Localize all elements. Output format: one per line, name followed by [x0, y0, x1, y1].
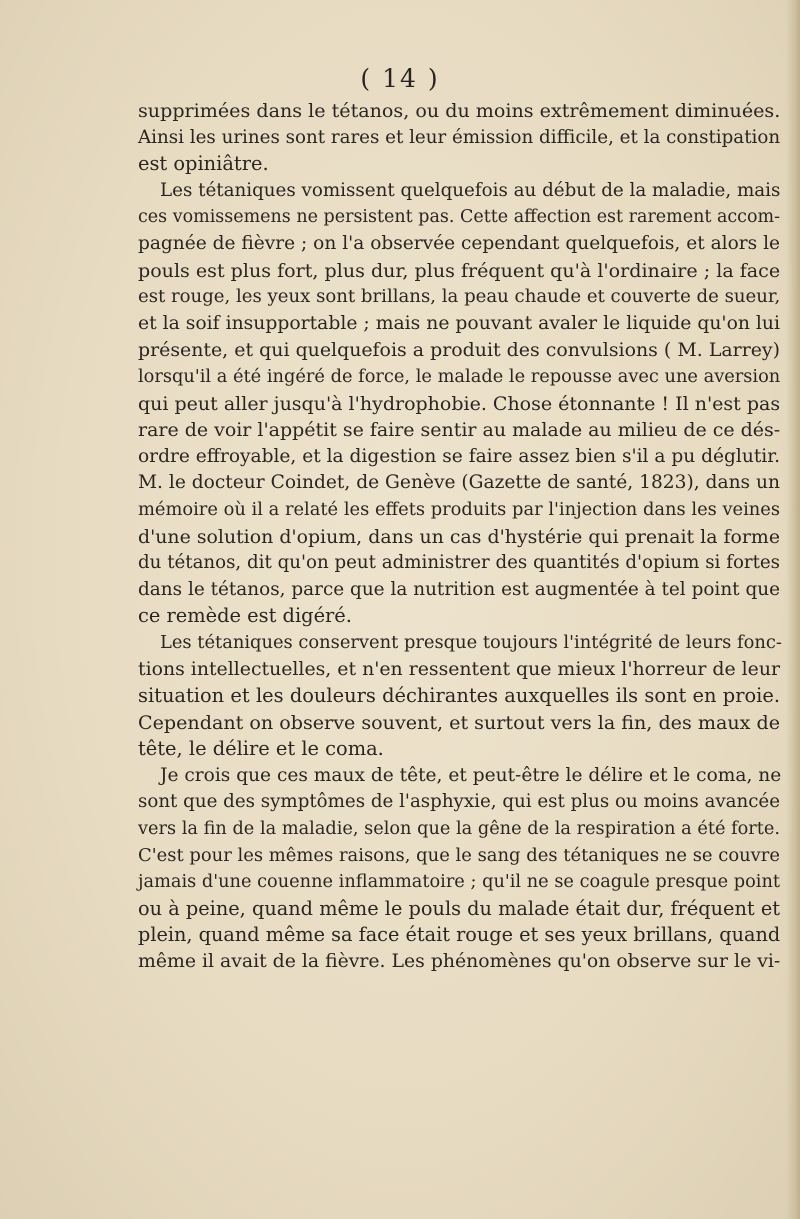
text-line: C'est pour les mêmes raisons, que le sang des tétaniques ne se couvre [138, 844, 780, 866]
text-line: tête, le délire et le coma. [138, 737, 384, 761]
text-line: vers la fin de la maladie, selon que la gêne de la respiration a été forte. [138, 819, 780, 840]
page-edge-shadow [786, 0, 800, 1219]
text-line: Les tétaniques vomissent quelquefois au début de la maladie, mais [160, 179, 781, 201]
text-line: pouls est plus fort, plus dur, plus fréquent qu'à l'ordinaire ; la face [138, 259, 781, 282]
text-line: jamais d'une couenne inflammatoire ; qu'il ne se coagule presque point [138, 872, 780, 893]
text-line: lorsqu'il a été ingéré de force, le malade le repousse avec une aversion [138, 365, 781, 387]
text-line: du tétanos, dit qu'on peut administrer des quantités d'opium si fortes [138, 552, 780, 574]
text-line: même il avait de la fièvre. Les phénomènes qu'on observe sur le vi- [138, 951, 781, 972]
text-line: Je crois que ces maux de tête, et peut-être le délire et le coma, ne [160, 764, 782, 786]
text-line: mémoire où il a relaté les effets produits par l'injection dans les veines [138, 498, 780, 520]
text-line: dans le tétanos, parce que la nutrition est augmentée à tel point que [138, 578, 780, 600]
text-line: est rouge, les yeux sont brillans, la peau chaude et couverte de sueur, [138, 286, 781, 308]
text-line: plein, quand même sa face était rouge et ses yeux brillans, quand [138, 923, 781, 947]
page-number: ( 14 ) [360, 64, 440, 93]
text-line: ce remède est digéré. [138, 604, 352, 628]
text-line: Ainsi les urines sont rares et leur émission difficile, et la constipation [138, 126, 781, 148]
text-line: pagnée de fièvre ; on l'a observée cependant quelquefois, et alors le [138, 232, 780, 254]
text-line: rare de voir l'appétit se faire sentir au malade au milieu de ce dés- [138, 419, 781, 442]
text-line: est opiniâtre. [138, 152, 269, 176]
text-line: présente, et qui quelquefois a produit des convulsions ( M. Larrey) [138, 339, 780, 362]
text-line: situation et les douleurs déchirantes auxquelles ils sont en proie. [138, 684, 780, 708]
text-line: Cependant on observe souvent, et surtout vers la fin, des maux de [138, 710, 780, 734]
text-line: tions intellectuelles, et n'en ressentent que mieux l'horreur de leur [138, 658, 780, 681]
text-line: Les tétaniques conservent presque toujours l'intégrité de leurs fonc- [160, 631, 782, 653]
text-line: et la soif insupportable ; mais ne pouvant avaler le liquide qu'on lui [138, 312, 780, 334]
text-line: M. le docteur Coindet, de Genève (Gazette de santé, 1823), dans un [138, 472, 780, 494]
body-text [138, 98, 780, 976]
text-line: ou à peine, quand même le pouls du malade était dur, fréquent et [138, 896, 780, 920]
text-line: d'une solution d'opium, dans un cas d'hystérie qui prenait la forme [138, 525, 780, 548]
text-line: qui peut aller jusqu'à l'hydrophobie. Chose étonnante ! Il n'est pas [138, 392, 781, 415]
text-line: sont que des symptômes de l'asphyxie, qui est plus ou moins avancée [138, 791, 780, 813]
text-line: ordre effroyable, et la digestion se faire assez bien s'il a pu déglutir. [138, 445, 780, 467]
text-line: ces vomissemens ne persistent pas. Cette affection est rarement accom- [138, 207, 780, 228]
text-line: supprimées dans le tétanos, ou du moins extrêmement diminuées. [138, 99, 781, 122]
